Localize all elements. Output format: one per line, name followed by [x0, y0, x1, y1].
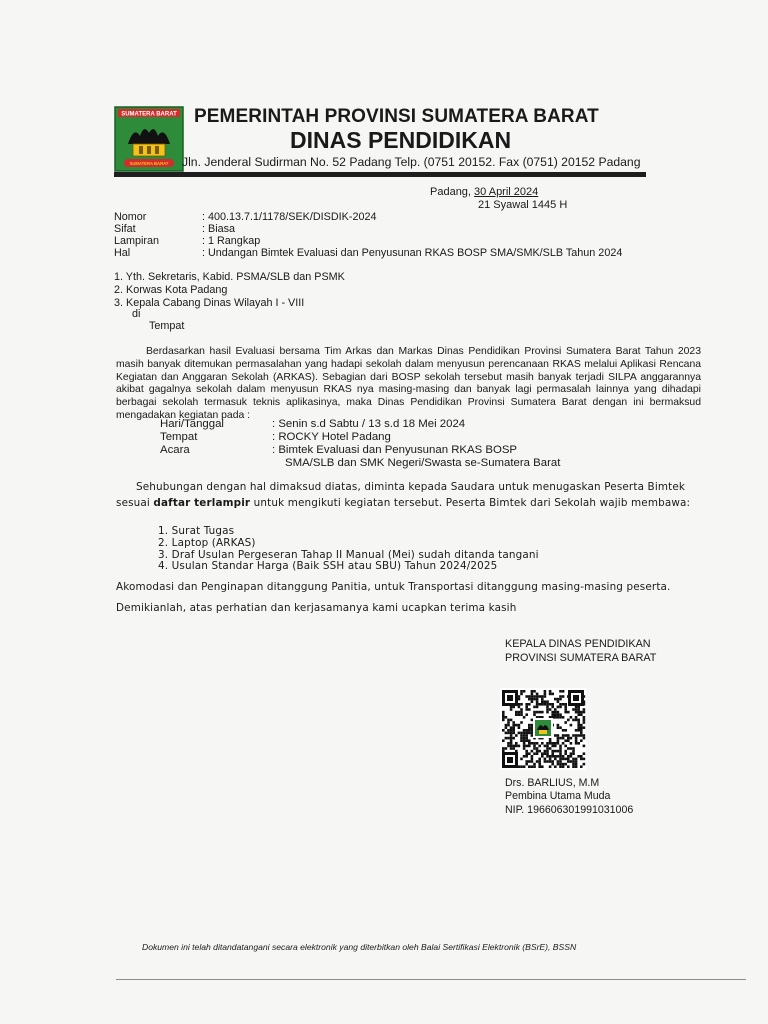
recipient-di: di: [132, 308, 141, 320]
paragraph-assignment: [116, 480, 712, 511]
office-address: Jln. Jenderal Sudirman No. 52 Padang Telp. (0751 20152. Fax (0751) 20152 Padang: [182, 155, 641, 169]
meta-label-lampiran: Lampiran: [114, 235, 160, 247]
recipient-place: Tempat: [149, 320, 185, 332]
electronic-signature-notice: Dokumen ini telah ditandatangani secara elektronik yang diterbitkan oleh Balai Sertifikasi Elektronik (BSrE), BSSN: [142, 942, 577, 952]
signatory-name: Drs. BARLIUS, M.M: [505, 777, 600, 789]
requirement-item: 4. Usulan Standar Harga (Baik SSH atau SBU) Tahun 2024/2025: [158, 560, 498, 573]
recipient-item: 2. Korwas Kota Padang: [114, 284, 228, 296]
letter-date: [430, 186, 538, 198]
event-value-agenda: : Bimtek Evaluasi dan Penyusunan RKAS BOSP: [272, 444, 518, 456]
paragraph-accommodation: Akomodasi dan Penginapan ditanggung Panitia, untuk Transportasi ditanggung masing-masing peserta.: [116, 581, 671, 593]
logo-top-text: SUMATERA BARAT: [121, 111, 177, 118]
paragraph-background: Berdasarkan hasil Evaluasi bersama Tim Arkas dan Markas Dinas Pendidikan Provinsi Sumatera Barat Tahun 2023 masih banyak ditemukan permasalahan yang hadapi sekolah dalam menyusun perencanaan RKAS melalui Aplikasi Rencana Kegiatan dan Anggaran Sekolah (ARKAS). Sebagian dari BOSP sekolah tersebut masih banyak terjadi SILPA anggarannya akibat gagalnya sekolah dalam menyusun RKAS nya masing-masing dan banyak lagi permasalah lainnya yang dihadapi berbagai sekolah termasuk teknis aplikasinya, maka Dinas Pendidikan Provinsi Sumatera Barat dengan ini bermaksud mengadakan kegiatan pada :: [116, 346, 701, 421]
assignment-text-bold: daftar terlampir: [153, 496, 251, 509]
government-title: PEMERINTAH PROVINSI SUMATERA BARAT: [194, 106, 599, 127]
assignment-text-after: untuk mengikuti kegiatan tersebut. Peserta Bimtek dari Sekolah wajib membawa:: [250, 496, 691, 509]
signatory-nip: NIP. 196606301991031006: [505, 803, 634, 816]
recipient-item: 3. Kepala Cabang Dinas Wilayah I - VIII: [114, 297, 305, 309]
signatory-title-line2: PROVINSI SUMATERA BARAT: [505, 651, 657, 664]
meta-value-sifat: : Biasa: [202, 223, 236, 235]
header-divider: [114, 172, 646, 177]
event-value-date: : Senin s.d Sabtu / 13 s.d 18 Mei 2024: [272, 418, 466, 430]
signatory-details: [505, 777, 633, 817]
date-hijri: 21 Syawal 1445 H: [478, 199, 568, 211]
footer-divider: [116, 979, 746, 980]
logo-bottom-text: SUMATERA BARAT: [129, 161, 169, 166]
event-value-place: : ROCKY Hotel Padang: [272, 431, 391, 443]
requirement-item: 3. Draf Usulan Pergeseran Tahap II Manual (Mei) sudah ditanda tangani: [158, 548, 539, 561]
meta-value-nomor: : 400.13.7.1/1178/SEK/DISDIK-2024: [202, 211, 377, 223]
meta-label-nomor: Nomor: [114, 211, 147, 223]
signatory-title: [505, 638, 656, 665]
meta-label-sifat: Sifat: [114, 223, 136, 235]
recipient-item: 1. Yth. Sekretaris, Kabid. PSMA/SLB dan PSMK: [114, 271, 345, 283]
meta-label-hal: Hal: [114, 247, 131, 259]
assignment-text-before: Sehubungan dengan hal dimaksud diatas, diminta kepada Saudara untuk menugaskan Peserta Bimtek sesuai: [116, 481, 686, 509]
meta-value-hal: : Undangan Bimtek Evaluasi dan Penyusunan RKAS BOSP SMA/SMK/SLB Tahun 2024: [202, 247, 623, 259]
signatory-rank: Pembina Utama Muda: [505, 790, 611, 803]
date-place: Padang,: [430, 186, 471, 198]
signature-qr-code-icon: [500, 688, 586, 770]
date-gregorian: 30 April 2024: [474, 186, 539, 198]
signatory-title-line1: KEPALA DINAS PENDIDIKAN: [505, 638, 651, 650]
event-key-date: Hari/Tanggal: [160, 418, 224, 430]
event-value-agenda-cont: SMA/SLB dan SMK Negeri/Swasta se-Sumatera Barat: [285, 457, 561, 469]
department-title: DINAS PENDIDIKAN: [290, 127, 512, 153]
requirement-item: 1. Surat Tugas: [158, 525, 235, 537]
requirement-item: 2. Laptop (ARKAS): [158, 536, 256, 549]
requirements-list: [158, 526, 539, 573]
paragraph-closing: Demikianlah, atas perhatian dan kerjasamanya kami ucapkan terima kasih: [116, 602, 517, 614]
event-key-agenda: Acara: [160, 444, 190, 456]
west-sumatra-emblem-icon: [114, 106, 184, 172]
meta-value-lampiran: : 1 Rangkap: [202, 235, 261, 247]
recipient-list: [114, 271, 345, 310]
event-key-place: Tempat: [160, 431, 198, 443]
